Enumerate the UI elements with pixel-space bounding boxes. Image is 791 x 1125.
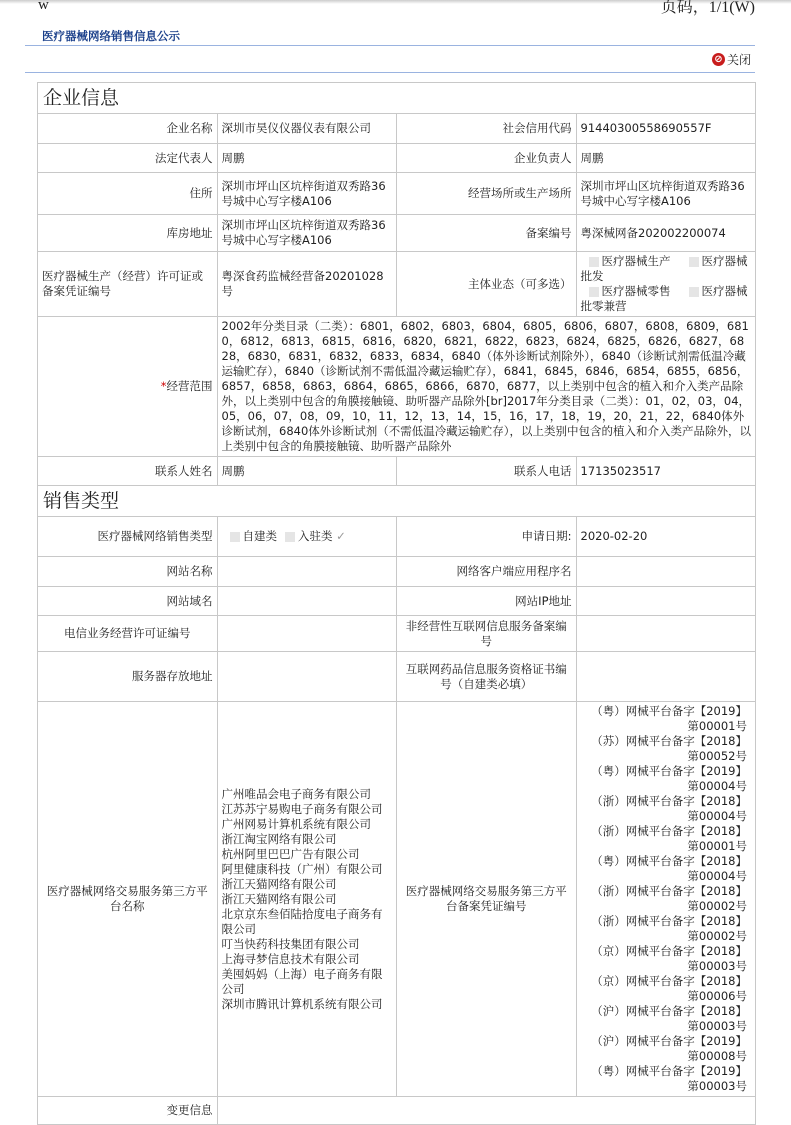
close-icon: ⊘ <box>712 53 725 66</box>
list-item: 广州唯品会电子商务有限公司 <box>221 786 371 801</box>
label: 联系人姓名 <box>38 457 218 486</box>
site-name <box>217 557 397 587</box>
label: 医疗器械网络销售类型 <box>38 517 218 557</box>
label: 医疗器械网络交易服务第三方平台名称 <box>38 702 218 1097</box>
list-item: （京）网械平台备字【2018】第00006号 <box>591 974 747 1003</box>
address: 深圳市坪山区坑梓街道双秀路36号城中心写字楼A106 <box>217 173 397 215</box>
drug-cert <box>576 652 756 702</box>
business-scope: 2002年分类目录（二类）：6801，6802，6803，6804，6805，6806，6807，6808，6809，6810，6812，6813，6815，6816，6820，6821，6822，6823，6824，6825，6826，6827，6828，6830，6831，6832，6833，6834，6840（体外诊断试剂除外），6840（诊断试剂需低温冷藏运输贮存），6840（诊断试剂不需低温冷藏运输贮存），6841，6845，6846，6854，6855，6856，6857，6858，6863，6864，6865，6866，6870，6877，以上类别中包含的植入和介入类产品除外，以上类别中包含的角膜接触镜、助听器产品除外[br]2017年分类目录（二类）：01，02，03，04，05，06，07，08，09，10，11，12，13，14，15，16，17，18，19，20，21，22，6840体外诊断试剂，6840体外诊断试剂（不需低温冷藏运输贮存），以上类别中包含的植入和介入类产品除外，以上类别中包含的角膜接触镜、助听器产品除外 <box>217 317 756 457</box>
label: 主体业态（可多选） <box>397 252 577 317</box>
checkbox[interactable] <box>589 257 599 267</box>
list-item: 杭州阿里巴巴广告有限公司 <box>221 846 360 861</box>
contact-phone: 17135023517 <box>576 457 756 486</box>
owner: 周鹏 <box>576 144 756 173</box>
label: 经营范围 <box>166 379 213 393</box>
checkbox[interactable] <box>230 532 240 542</box>
label: 企业名称 <box>38 114 218 144</box>
telecom <box>217 616 397 652</box>
list-item: 浙江天猫网络有限公司 <box>221 876 337 891</box>
label: 网站名称 <box>38 557 218 587</box>
checkbox[interactable] <box>285 532 295 542</box>
label: 申请日期: <box>397 517 577 557</box>
checkbox[interactable] <box>689 287 699 297</box>
label: 互联网药品信息服务资格证书编号（自建类必填） <box>397 652 577 702</box>
label: 医疗器械生产（经营）许可证或备案凭证编号 <box>38 252 218 317</box>
label: 库房地址 <box>38 215 218 252</box>
section-title-company: 企业信息 <box>38 83 756 114</box>
list-item: （粤）网械平台备字【2019】第00003号 <box>591 1064 747 1093</box>
app-name <box>576 557 756 587</box>
info-table <box>37 82 756 1125</box>
label: 备案编号 <box>397 215 577 252</box>
list-item: 浙江淘宝网络有限公司 <box>221 831 337 846</box>
label: 医疗器械网络交易服务第三方平台备案凭证编号 <box>397 702 577 1097</box>
change-info <box>217 1097 756 1125</box>
close-button[interactable] <box>712 51 751 68</box>
print-page-number: 页码，1/1(W) <box>660 0 755 16</box>
list-item: （浙）网械平台备字【2018】第00002号 <box>591 884 747 913</box>
label: 住所 <box>38 173 218 215</box>
label: 电信业务经营许可证编号 <box>38 616 218 652</box>
option-label: 医疗器械批零兼营 <box>580 284 748 313</box>
apply-date: 2020-02-20 <box>576 517 756 557</box>
list-item: （沪）网械平台备字【2018】第00003号 <box>591 1004 747 1033</box>
option-label: 入驻类 <box>298 529 333 543</box>
divider <box>25 72 755 73</box>
option-label: 医疗器械批发 <box>580 254 748 283</box>
label: 网站IP地址 <box>397 587 577 616</box>
record-number: 粤深械网备202002200074 <box>576 215 756 252</box>
label: 企业负责人 <box>397 144 577 173</box>
list-item: 上海寻梦信息技术有限公司 <box>221 951 360 966</box>
list-item: （京）网械平台备字【2018】第00003号 <box>591 944 747 973</box>
list-item: （浙）网械平台备字【2018】第00001号 <box>591 824 747 853</box>
list-item: 叮当快药科技集团有限公司 <box>221 936 360 951</box>
platform-list <box>217 702 397 1097</box>
business-form <box>576 252 756 317</box>
company-name: 深圳市昊仪仪器仪表有限公司 <box>217 114 397 144</box>
label: 网站域名 <box>38 587 218 616</box>
domain <box>217 587 397 616</box>
label: 非经营性互联网信息服务备案编号 <box>397 616 577 652</box>
list-item: 广州网易计算机系统有限公司 <box>221 816 371 831</box>
divider <box>25 45 755 46</box>
contact-name: 周鹏 <box>217 457 397 486</box>
sales-type <box>217 517 397 557</box>
list-item: 浙江天猫网络有限公司 <box>221 891 337 906</box>
list-item: 江苏苏宁易购电子商务有限公司 <box>221 801 383 816</box>
label: 变更信息 <box>38 1097 218 1125</box>
option-label: 自建类 <box>242 529 277 543</box>
list-item: （浙）网械平台备字【2018】第00002号 <box>591 914 747 943</box>
ip <box>576 587 756 616</box>
check-icon: ✓ <box>336 529 346 543</box>
option-label: 医疗器械生产 <box>601 254 671 268</box>
list-item: 美囤妈妈（上海）电子商务有限公司 <box>221 966 383 996</box>
icp <box>576 616 756 652</box>
credit-code: 91440300558690557F <box>576 114 756 144</box>
legal-rep: 周鹏 <box>217 144 397 173</box>
list-item: （粤）网械平台备字【2018】第00004号 <box>591 854 747 883</box>
required-mark: * <box>160 379 167 393</box>
list-item: 北京京东叁佰陆拾度电子商务有限公司 <box>221 906 383 936</box>
print-header-left: w <box>38 0 49 13</box>
license: 粤深食药监械经营备20201028号 <box>217 252 397 317</box>
label: 法定代表人 <box>38 144 218 173</box>
label: 社会信用代码 <box>397 114 577 144</box>
page-title: 医疗器械网络销售信息公示 <box>42 29 180 43</box>
list-item: （粤）网械平台备字【2019】第00004号 <box>591 764 747 793</box>
label: 服务器存放地址 <box>38 652 218 702</box>
list-item: （浙）网械平台备字【2018】第00004号 <box>591 794 747 823</box>
scope-label <box>38 317 218 457</box>
biz-address: 深圳市坪山区坑梓街道双秀路36号城中心写字楼A106 <box>576 173 756 215</box>
checkbox[interactable] <box>689 257 699 267</box>
warehouse: 深圳市坪山区坑梓街道双秀路36号城中心写字楼A106 <box>217 215 397 252</box>
list-item: （沪）网械平台备字【2019】第00008号 <box>591 1034 747 1063</box>
server <box>217 652 397 702</box>
checkbox[interactable] <box>589 287 599 297</box>
label: 经营场所或生产场所 <box>397 173 577 215</box>
list-item: 深圳市腾讯计算机系统有限公司 <box>221 996 383 1011</box>
list-item: （苏）网械平台备字【2018】第00052号 <box>591 734 747 763</box>
close-label: 关闭 <box>726 53 751 67</box>
option-label: 医疗器械零售 <box>601 284 671 298</box>
label: 网络客户端应用程序名 <box>397 557 577 587</box>
section-title-sales: 销售类型 <box>38 486 756 517</box>
list-item: （粤）网械平台备字【2019】第00001号 <box>591 704 747 733</box>
platform-record-list <box>576 702 756 1097</box>
list-item: 阿里健康科技（广州）有限公司 <box>221 861 383 876</box>
label: 联系人电话 <box>397 457 577 486</box>
